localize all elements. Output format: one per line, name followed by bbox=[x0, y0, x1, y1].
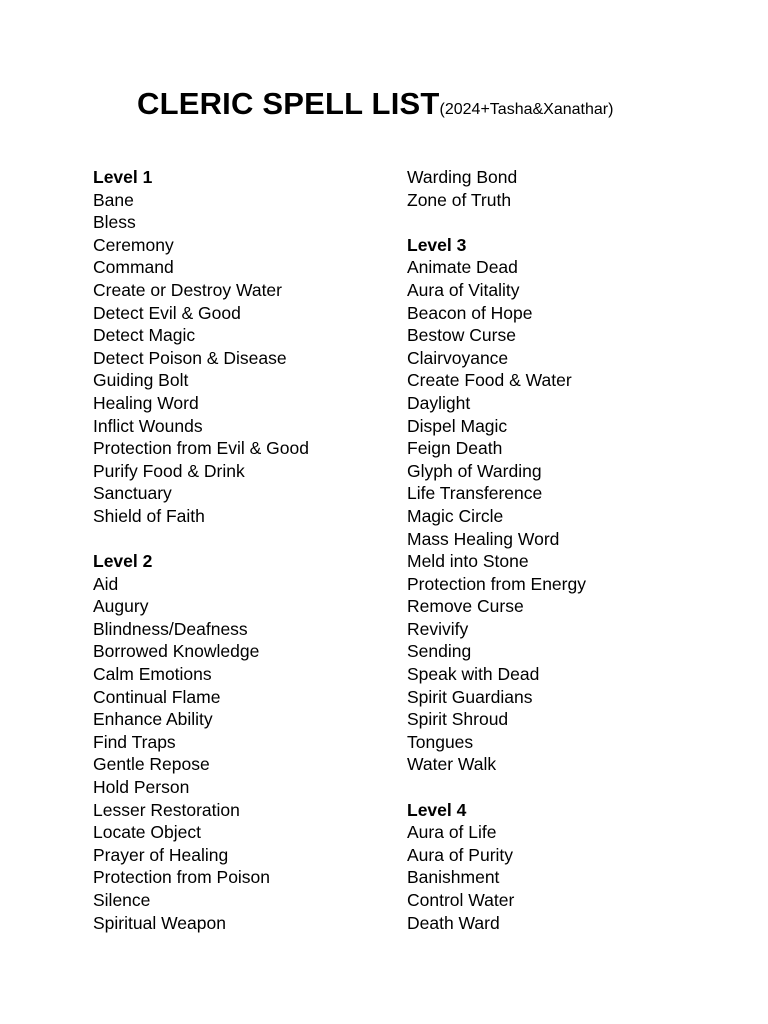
spell-item: Create or Destroy Water bbox=[93, 279, 282, 300]
spell-item: Banishment bbox=[407, 867, 500, 888]
spell-item: Find Traps bbox=[93, 731, 176, 752]
section-spacer bbox=[407, 776, 586, 799]
spell-item: Control Water bbox=[407, 890, 515, 910]
spell-item: Prayer of Healing bbox=[93, 844, 229, 865]
section-spacer bbox=[407, 211, 586, 234]
spell-item: Protection from Evil & Good bbox=[93, 438, 309, 459]
spell-item: Glyph of Warding bbox=[407, 460, 542, 481]
spell-item: Lesser Restoration bbox=[93, 799, 240, 820]
level-heading: Level 3 bbox=[407, 234, 467, 255]
spell-item: Protection from Energy bbox=[407, 573, 586, 594]
spell-item: Bestow Curse bbox=[407, 325, 516, 346]
page-title bbox=[137, 86, 613, 122]
spell-item: Revivify bbox=[407, 618, 469, 639]
spell-item: Continual Flame bbox=[93, 686, 221, 707]
spell-item: Enhance Ability bbox=[93, 709, 213, 730]
spell-item: Inflict Wounds bbox=[93, 415, 203, 436]
spell-item: Aura of Life bbox=[407, 822, 497, 843]
spell-item: Spirit Shroud bbox=[407, 709, 509, 730]
spell-item: Water Walk bbox=[407, 754, 497, 775]
spell-item: Detect Poison & Disease bbox=[93, 347, 287, 368]
spell-item: Hold Person bbox=[93, 777, 190, 798]
spell-item: Bane bbox=[93, 189, 134, 210]
right-spell-column bbox=[407, 166, 586, 934]
spell-item: Meld into Stone bbox=[407, 551, 529, 572]
spell-item: Blindness/Deafness bbox=[93, 618, 248, 639]
spell-item: Life Transference bbox=[407, 483, 543, 504]
spell-item: Aura of Purity bbox=[407, 844, 514, 865]
level-heading: Level 4 bbox=[407, 799, 467, 820]
spell-item: Warding Bond bbox=[407, 167, 518, 187]
spell-item: Create Food & Water bbox=[407, 370, 572, 391]
spell-item: Shield of Faith bbox=[93, 505, 205, 526]
spell-item: Beacon of Hope bbox=[407, 302, 533, 323]
spell-item: Gentle Repose bbox=[93, 754, 210, 775]
spell-item: Borrowed Knowledge bbox=[93, 641, 260, 662]
spell-item: Bless bbox=[93, 212, 136, 233]
spell-item: Protection from Poison bbox=[93, 867, 271, 888]
spell-item: Guiding Bolt bbox=[93, 370, 189, 391]
spell-item: Mass Healing Word bbox=[407, 528, 560, 549]
spell-item: Clairvoyance bbox=[407, 347, 509, 368]
spell-item: Detect Evil & Good bbox=[93, 302, 241, 323]
spell-item: Death Ward bbox=[407, 912, 500, 933]
spell-item: Detect Magic bbox=[93, 325, 196, 346]
spell-item: Silence bbox=[93, 890, 151, 910]
spell-item: Purify Food & Drink bbox=[93, 460, 245, 481]
spell-item: Spirit Guardians bbox=[407, 686, 533, 707]
spell-item: Augury bbox=[93, 596, 149, 617]
level-heading: Level 1 bbox=[93, 167, 153, 187]
level-heading: Level 2 bbox=[93, 551, 153, 572]
spell-item: Magic Circle bbox=[407, 505, 504, 526]
spell-item: Aura of Vitality bbox=[407, 279, 520, 300]
spell-item: Sanctuary bbox=[93, 483, 172, 504]
section-spacer bbox=[93, 528, 309, 551]
spell-item: Sending bbox=[407, 641, 472, 662]
spell-item: Tongues bbox=[407, 731, 474, 752]
spell-item: Locate Object bbox=[93, 822, 201, 843]
spell-item: Speak with Dead bbox=[407, 664, 540, 685]
spell-item: Feign Death bbox=[407, 438, 503, 459]
spell-item: Calm Emotions bbox=[93, 664, 212, 685]
title-main: CLERIC SPELL LIST bbox=[137, 86, 440, 121]
left-spell-column bbox=[93, 166, 309, 934]
spell-item: Daylight bbox=[407, 392, 471, 413]
spell-item: Spiritual Weapon bbox=[93, 912, 226, 933]
spell-item: Aid bbox=[93, 573, 119, 594]
spell-item: Healing Word bbox=[93, 392, 199, 413]
spell-item: Dispel Magic bbox=[407, 415, 508, 436]
title-subtitle: (2024+Tasha&Xanathar) bbox=[439, 101, 614, 118]
spell-item: Ceremony bbox=[93, 234, 174, 255]
spell-item: Remove Curse bbox=[407, 596, 524, 617]
spell-item: Zone of Truth bbox=[407, 189, 512, 210]
spell-item: Animate Dead bbox=[407, 257, 518, 278]
spell-item: Command bbox=[93, 257, 174, 278]
